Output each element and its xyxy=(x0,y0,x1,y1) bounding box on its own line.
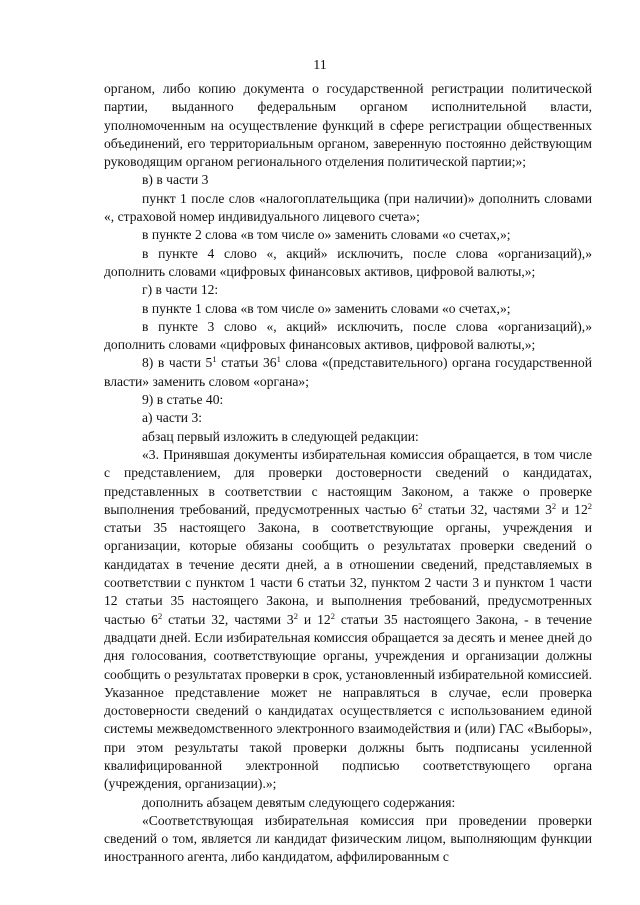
text-run: статьи 35 настоящего Закона, - в течение двадцати дней. Если избирательная комиссия обращается за десять и менее дней до дня голосования, соответствующие органы, учреждения и организации должны сообщить о результатах проверки в срок, установленный избирательной комиссией. Указанное представление может не направляться в случае, если проверка достоверности сведений о кандидатах осуществляется с использованием единой системы межведомственного электронного взаимодействия и (или) ГАС «Выборы», при этом результаты такой проверки должны быть подписаны усиленной квалифицированной электронной подписью соответствующего органа (учреждения, организации).»; xyxy=(104,611,592,792)
superscript: 2 xyxy=(418,500,423,511)
superscript: 2 xyxy=(551,500,557,511)
paragraph-foreign-agent: «Соответствующая избирательная комиссия при проведении проверки сведений о том, является ли кандидат физическим лицом, выполняющим функции иностранного агента, либо кандидатом, аффилированным с xyxy=(104,812,592,865)
paragraph-item-8 xyxy=(104,354,592,391)
paragraph-item-a: а) части 3: xyxy=(142,410,203,426)
paragraph-point-2: в пункте 2 слова «в том числе о» заменить словами «о счетах,»; xyxy=(142,227,511,243)
text-run: слова «(представительного) органа государственной власти» заменить словом «органа»; xyxy=(104,355,592,389)
paragraph-point-4: в пункте 4 слово «, акций» исключить, после слова «организаций),» дополнить словами «цифровых финансовых активов, цифровой валюты,»; xyxy=(104,245,592,279)
paragraph-item-g: г) в части 12: xyxy=(142,282,219,298)
paragraph-point-1: пункт 1 после слов «налогоплательщика (при наличии)» дополнить словами «, страховой номер индивидуального лицевого счета»; xyxy=(104,190,592,225)
paragraph-first-abzac: абзац первый изложить в следующей редакции: xyxy=(142,428,419,444)
page-number: 11 xyxy=(313,58,327,73)
text-run: статьи 36 xyxy=(216,355,277,371)
superscript: 1 xyxy=(212,354,217,365)
paragraph-point-3-part-12: в пункте 3 слово «, акций» исключить, после слова «организаций),» дополнить словами «цифровых финансовых активов, цифровой валюты,»; xyxy=(104,318,592,353)
superscript: 2 xyxy=(330,610,335,621)
paragraph-add-abzac: дополнить абзацем девятым следующего содержания: xyxy=(142,794,456,810)
text-run: статьи 35 настоящего Закона, в соответствующие органы, учреждения и организации, которые обязаны сообщить о результатах проверки сведений о кандидатах в течение десяти дней, а в отношении сведений, представляемых в соответствии с пунктом 1 части 6 статьи 32, пунктом 2 части 3 и пунктом 1 части 12 статьи 35 настоящего Закона, и выполнения требований, предусмотренных частью 6 xyxy=(104,520,592,627)
text-run: и 12 xyxy=(297,611,331,627)
paragraph-continuation: органом, либо копию документа о государственной регистрации политической партии, выданного федеральным органом исполнительной власти, уполномоченным на осуществление функций в сфере регистрации общественных объединений, его территориальным органом, заверенную постоянно действующим руководящим органом регионального отделения политической партии;»; xyxy=(104,81,592,170)
paragraph-item-v: в) в части 3 xyxy=(142,172,209,188)
text-run: статьи 32, частями 3 xyxy=(422,501,552,517)
superscript: 2 xyxy=(587,500,592,511)
superscript: 1 xyxy=(276,354,281,365)
paragraph-item-9: 9) в статье 40: xyxy=(142,392,224,408)
superscript: 2 xyxy=(293,610,298,621)
paragraph-new-edition xyxy=(104,446,592,794)
paragraph-point-1-part-12: в пункте 1 слова «в том числе о» заменить словами «о счетах,»; xyxy=(142,300,511,316)
text-run: «3. Принявшая документы избирательная комиссия обращается, в том числе с представлением, для проверки достоверности сведений о кандидатах, представленных в соответствии с настоящим Законом, а также о проверке выполнения требований, предусмотренных частью 6 xyxy=(104,446,592,517)
text-run: и 12 xyxy=(556,501,588,517)
superscript: 2 xyxy=(157,610,163,621)
document-body xyxy=(104,80,592,867)
text-run: 8) в части 5 xyxy=(142,355,213,371)
text-run: статьи 32, частями 3 xyxy=(162,611,294,627)
